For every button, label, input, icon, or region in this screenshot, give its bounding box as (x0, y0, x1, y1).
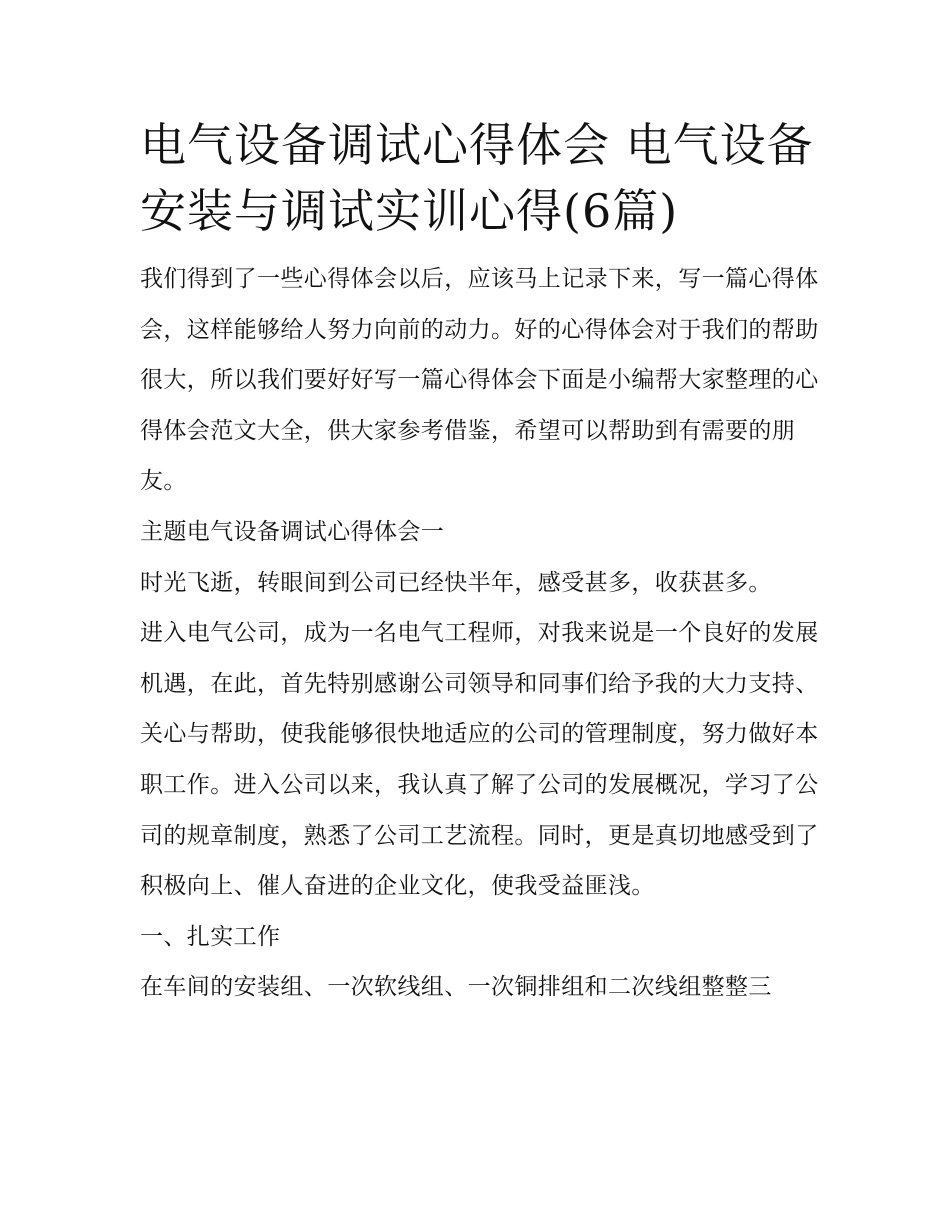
document-title: 电气设备调试心得体会 电气设备安装与调试实训心得(6篇) (140, 118, 814, 238)
document-body (140, 254, 820, 1013)
body-paragraph: 在车间的安装组、一次软线组、一次铜排组和二次线组整整三 (140, 974, 772, 1001)
section-heading-solid-work: 一、扎实工作 (140, 923, 281, 950)
document-content (140, 112, 820, 1013)
body-paragraph: 时光飞逝，转眼间到公司已经快半年，感受甚多，收获甚多。 (140, 569, 772, 596)
body-paragraph: 进入电气公司，成为一名电气工程师，对我来说是一个良好的发展机遇，在此，首先特别感谢公司领导和同事们给予我的大力支持、关心与帮助，使我能够很快地适应的公司的管理制度，努力做好本职工作。进入公司以来，我认真了解了公司的发展概况，学习了公司的规章制度，熟悉了公司工艺流程。同时，更是真切地感受到了积极向上、催人奋进的企业文化，使我受益匪浅。 (140, 620, 819, 900)
section-heading-topic: 主题电气设备调试心得体会一 (140, 518, 445, 545)
intro-paragraph: 我们得到了一些心得体会以后，应该马上记录下来，写一篇心得体会，这样能够给人努力向前的动力。好的心得体会对于我们的帮助很大，所以我们要好好写一篇心得体会下面是小编帮大家整理的心得体会范文大全，供大家参考借鉴，希望可以帮助到有需要的朋友。 (140, 266, 819, 495)
